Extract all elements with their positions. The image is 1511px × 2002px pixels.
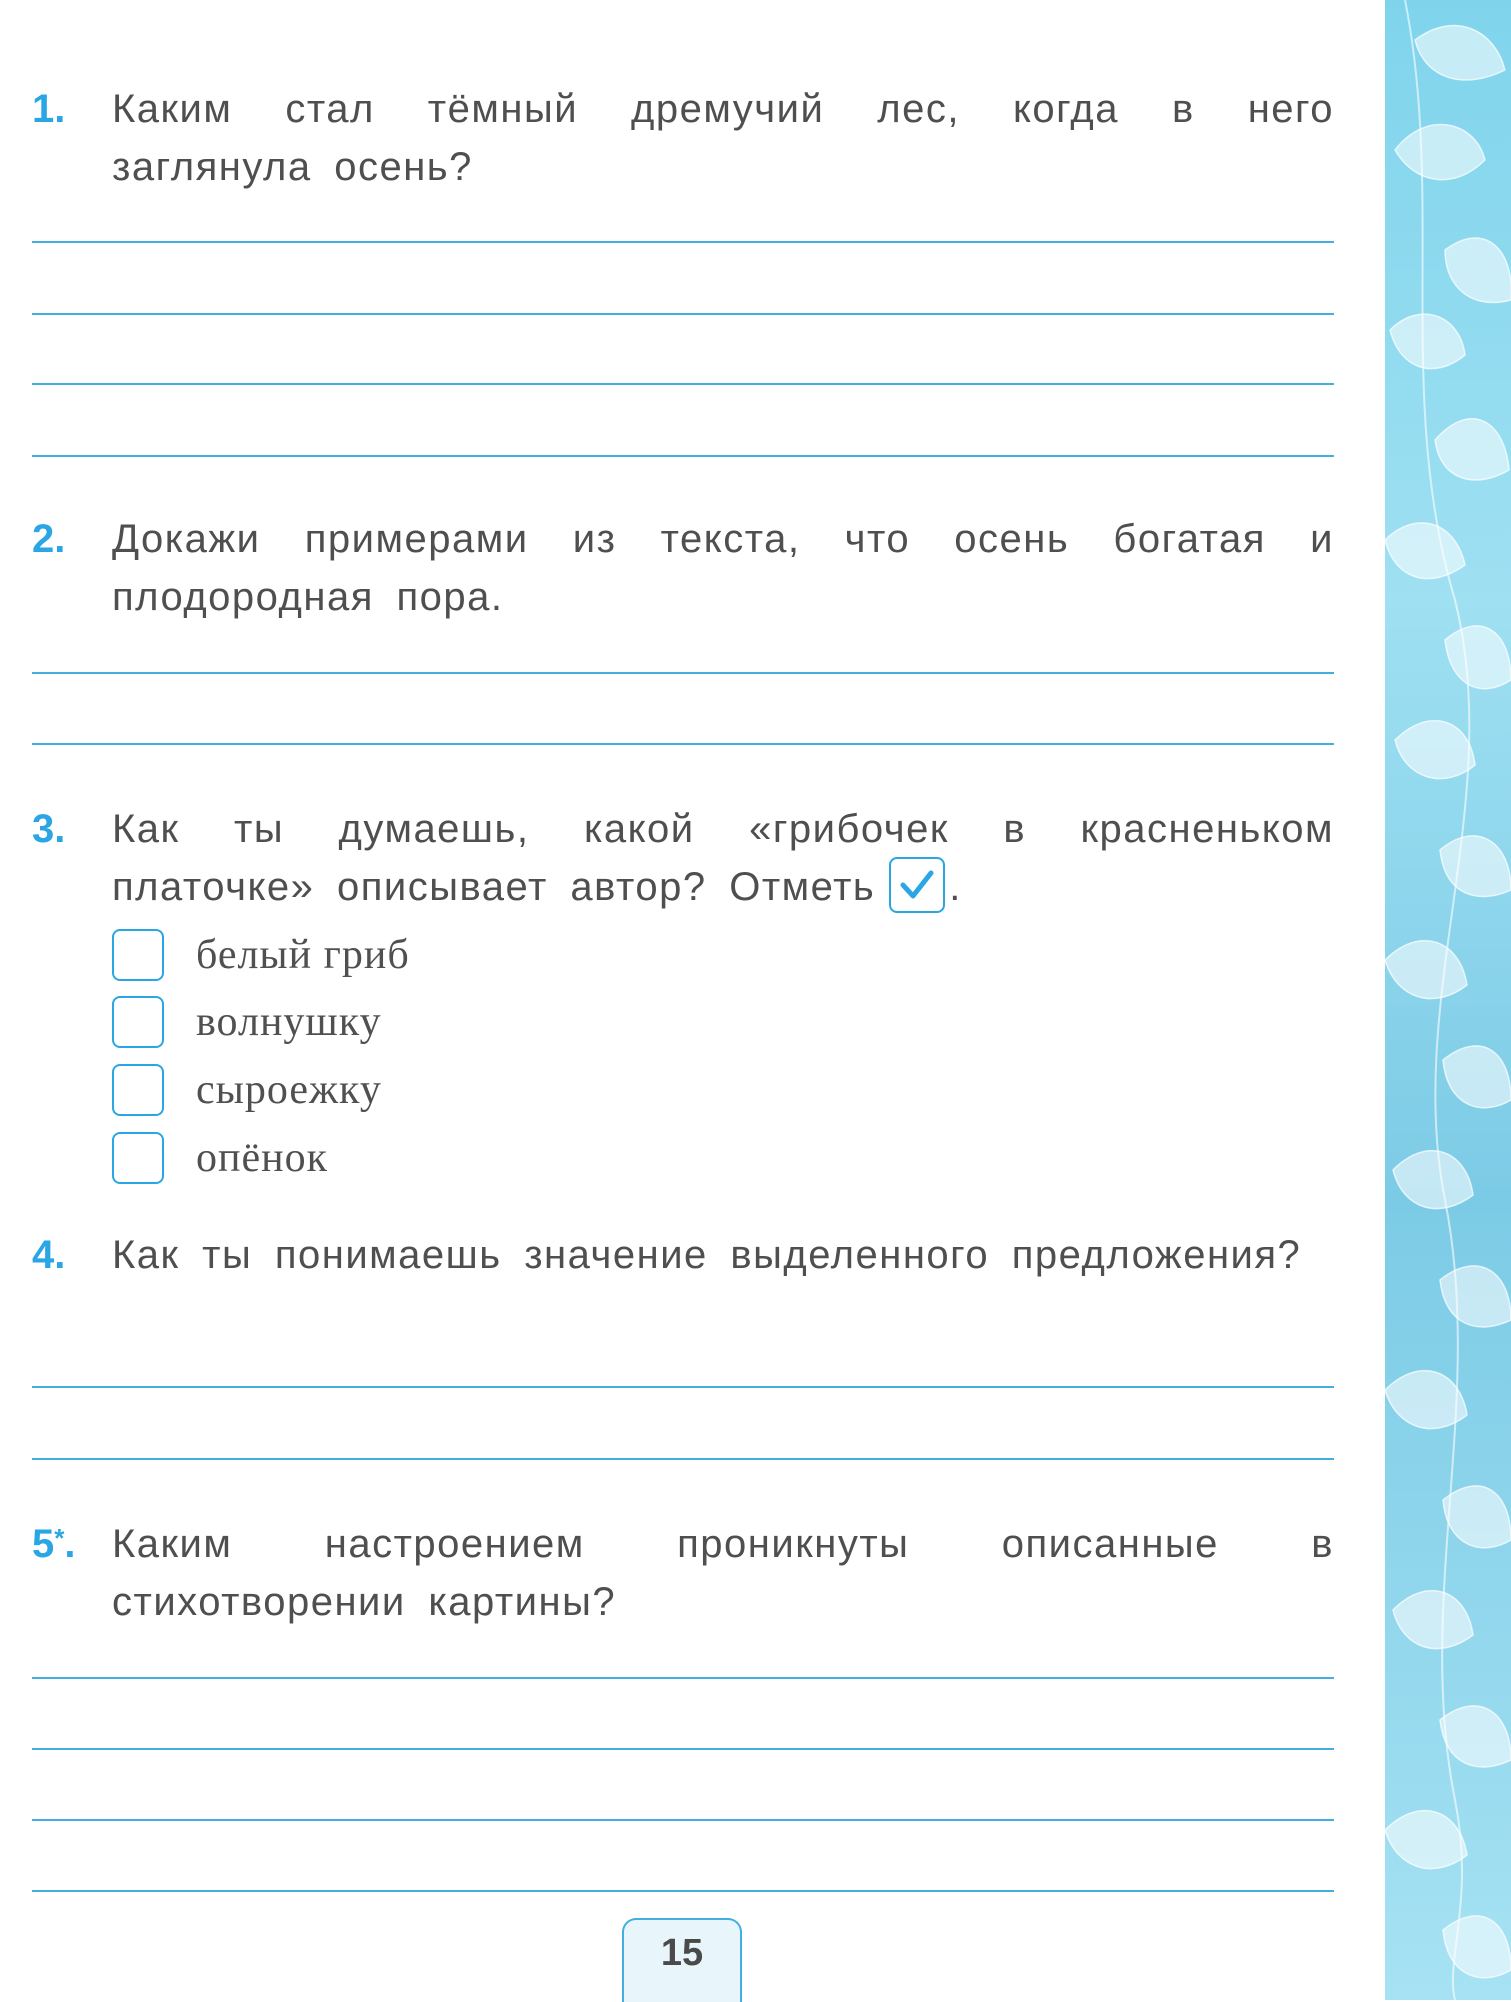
leaf-pattern-icon	[1385, 0, 1511, 2000]
option-checkbox[interactable]	[112, 996, 164, 1048]
question-text: Как ты понимаешь значение выделенного предложения?	[112, 1233, 1302, 1277]
answer-line[interactable]	[32, 313, 1334, 315]
answer-line[interactable]	[32, 1819, 1334, 1821]
question-number-dot: .	[64, 1522, 76, 1566]
page-number: 15	[622, 1918, 742, 2002]
leaves-decoration	[1385, 0, 1511, 2000]
answer-line[interactable]	[32, 241, 1334, 243]
question-number: 3.	[32, 807, 66, 851]
question-number	[32, 1515, 76, 1573]
answer-line[interactable]	[32, 1458, 1334, 1460]
question-text: Докажи примерами из текста, что осень богатая и плодородная пора.	[112, 517, 1334, 619]
check-icon	[889, 857, 945, 913]
question-number: 1.	[32, 87, 66, 131]
option-label: белый гриб	[196, 932, 410, 978]
question-number: 4.	[32, 1233, 66, 1277]
option-checkbox[interactable]	[112, 929, 164, 981]
question-text-main: Как ты думаешь, какой «грибочек в красненьком платочке» описывает автор? Отметь	[112, 807, 1334, 909]
answer-line[interactable]	[32, 1748, 1334, 1750]
answer-line[interactable]	[32, 383, 1334, 385]
question-text-end: .	[949, 865, 962, 909]
answer-line[interactable]	[32, 672, 1334, 674]
option-checkbox[interactable]	[112, 1132, 164, 1184]
option-label: волнушку	[196, 999, 382, 1045]
answer-line[interactable]	[32, 1890, 1334, 1892]
option-label: сыроежку	[196, 1067, 382, 1113]
question-star: *	[54, 1523, 65, 1553]
question-text	[112, 800, 1334, 917]
question-text: Каким настроением проникнуты описанные в стихотворении картины?	[112, 1522, 1334, 1624]
question-text: Каким стал тёмный дремучий лес, когда в него заглянула осень?	[112, 87, 1334, 189]
option-checkbox[interactable]	[112, 1064, 164, 1116]
answer-line[interactable]	[32, 1677, 1334, 1679]
option-label: опёнок	[196, 1135, 328, 1181]
answer-line[interactable]	[32, 455, 1334, 457]
question-number-digit: 5	[32, 1522, 55, 1566]
answer-line[interactable]	[32, 743, 1334, 745]
question-number: 2.	[32, 517, 66, 561]
answer-line[interactable]	[32, 1386, 1334, 1388]
